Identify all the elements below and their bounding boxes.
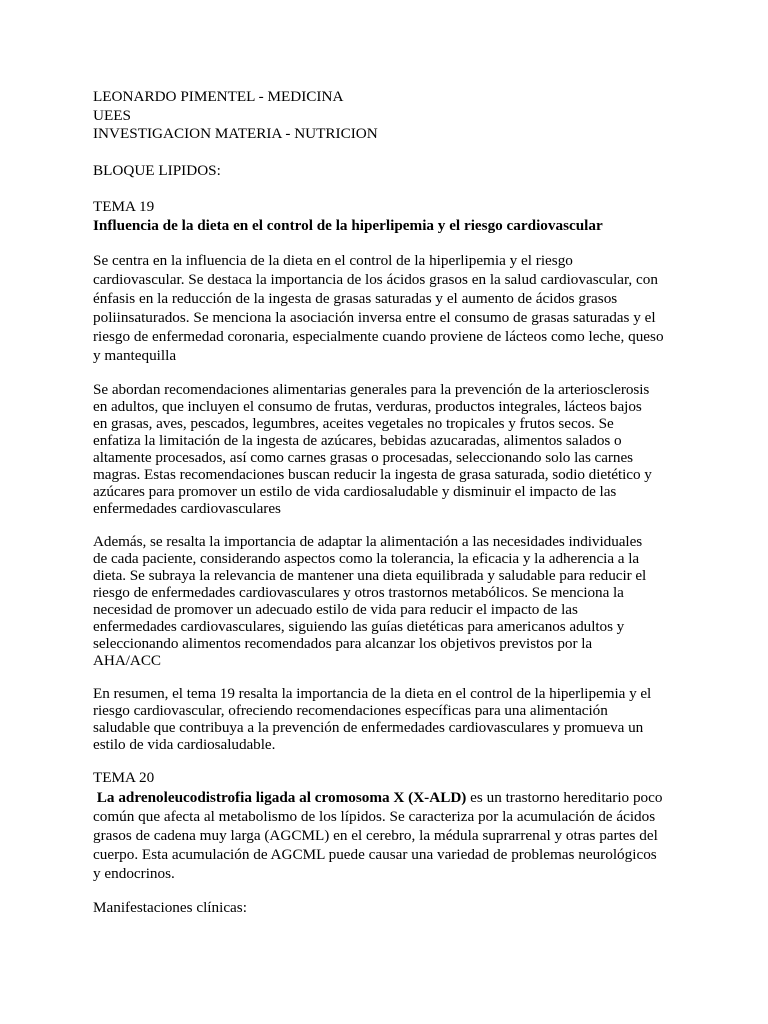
- document-header: [93, 88, 673, 144]
- course-line: INVESTIGACION MATERIA - NUTRICION: [93, 125, 378, 142]
- tema-20-section: [93, 769, 673, 917]
- tema-20-title: La adrenoleucodistrofia ligada al cromosoma X (X-ALD): [96, 788, 467, 806]
- tema-19-title: Influencia de la dieta en el control de la hiperlipemia y el riesgo cardiovascular: [93, 216, 603, 234]
- university-line: UEES: [93, 106, 131, 124]
- block-title: BLOQUE LIPIDOS:: [93, 161, 221, 179]
- tema-19-label: TEMA 19: [93, 198, 155, 215]
- tema-19-paragraph-1: Se centra en la influencia de la dieta en el control de la hiperlipemia y el riesgo cardiovascular. Se destaca la importancia de los ácidos grasos en la salud cardiovascular, con énfasis en la reducción de la ingesta de grasas saturadas y el aumento de ácidos grasos poliinsaturados. Se menciona la asociación inversa entre el consumo de grasas saturadas y el riesgo de enfermedad coronaria, especialmente cuando proviene de lácteos como leche, queso y mantequilla: [93, 252, 664, 364]
- tema-20-label: TEMA 20: [93, 769, 155, 786]
- tema-19-paragraph-2: Se abordan recomendaciones alimentarias generales para la prevención de la arteriosclerosis en adultos, que incluyen el consumo de frutas, verduras, productos integrales, lácteos bajos en grasas, aves, pescados, legumbres, aceites vegetales no tropicales y frutos secos. Se enfatiza la limitación de la ingesta de azúcares, bebidas azucaradas, alimentos salados o altamente procesados, así como carnes grasas o procesadas, seleccionando solo las carnes magras. Estas recomendaciones buscan reducir la ingesta de grasa saturada, sodio dietético y azúcares para promover un estilo de vida cardiosaludable y disminuir el impacto de las enfermedades cardiovasculares: [93, 381, 652, 517]
- tema-19-paragraph-3: Además, se resalta la importancia de adaptar la alimentación a las necesidades individuales de cada paciente, considerando aspectos como la tolerancia, la eficacia y la adherencia a la dieta. Se subraya la relevancia de mantener una dieta equilibrada y saludable para reducir el riesgo de enfermedades cardiovasculares y otros trastornos metabólicos. Se menciona la necesidad de promover un adecuado estilo de vida para reducir el impacto de las enfermedades cardiovasculares, siguiendo las guías dietéticas para americanos adultos y seleccionando alimentos recomendados para alcanzar los objetivos previstos por la AHA/ACC: [93, 533, 647, 669]
- manifestations-heading: Manifestaciones clínicas:: [93, 898, 247, 916]
- tema-19-section: [93, 198, 673, 753]
- tema-20-paragraph: La adrenoleucodistrofia ligada al cromosoma X (X-ALD) es un trastorno hereditario poco común que afecta al metabolismo de los lípidos. Se caracteriza por la acumulación de ácidos grasos de cadena muy larga (AGCML) en el cerebro, la médula suprarrenal y otras partes del cuerpo. Esta acumulación de AGCML puede causar una variedad de problemas neurológicos y endocrinos.: [93, 788, 663, 882]
- document-page: [93, 88, 673, 917]
- author-line: LEONARDO PIMENTEL - MEDICINA: [93, 88, 344, 105]
- tema-19-paragraph-4: En resumen, el tema 19 resalta la importancia de la dieta en el control de la hiperlipemia y el riesgo cardiovascular, ofreciendo recomendaciones específicas para una alimentación saludable que contribuya a la prevención de enfermedades cardiovasculares y promueva un estilo de vida cardiosaludable.: [93, 685, 652, 753]
